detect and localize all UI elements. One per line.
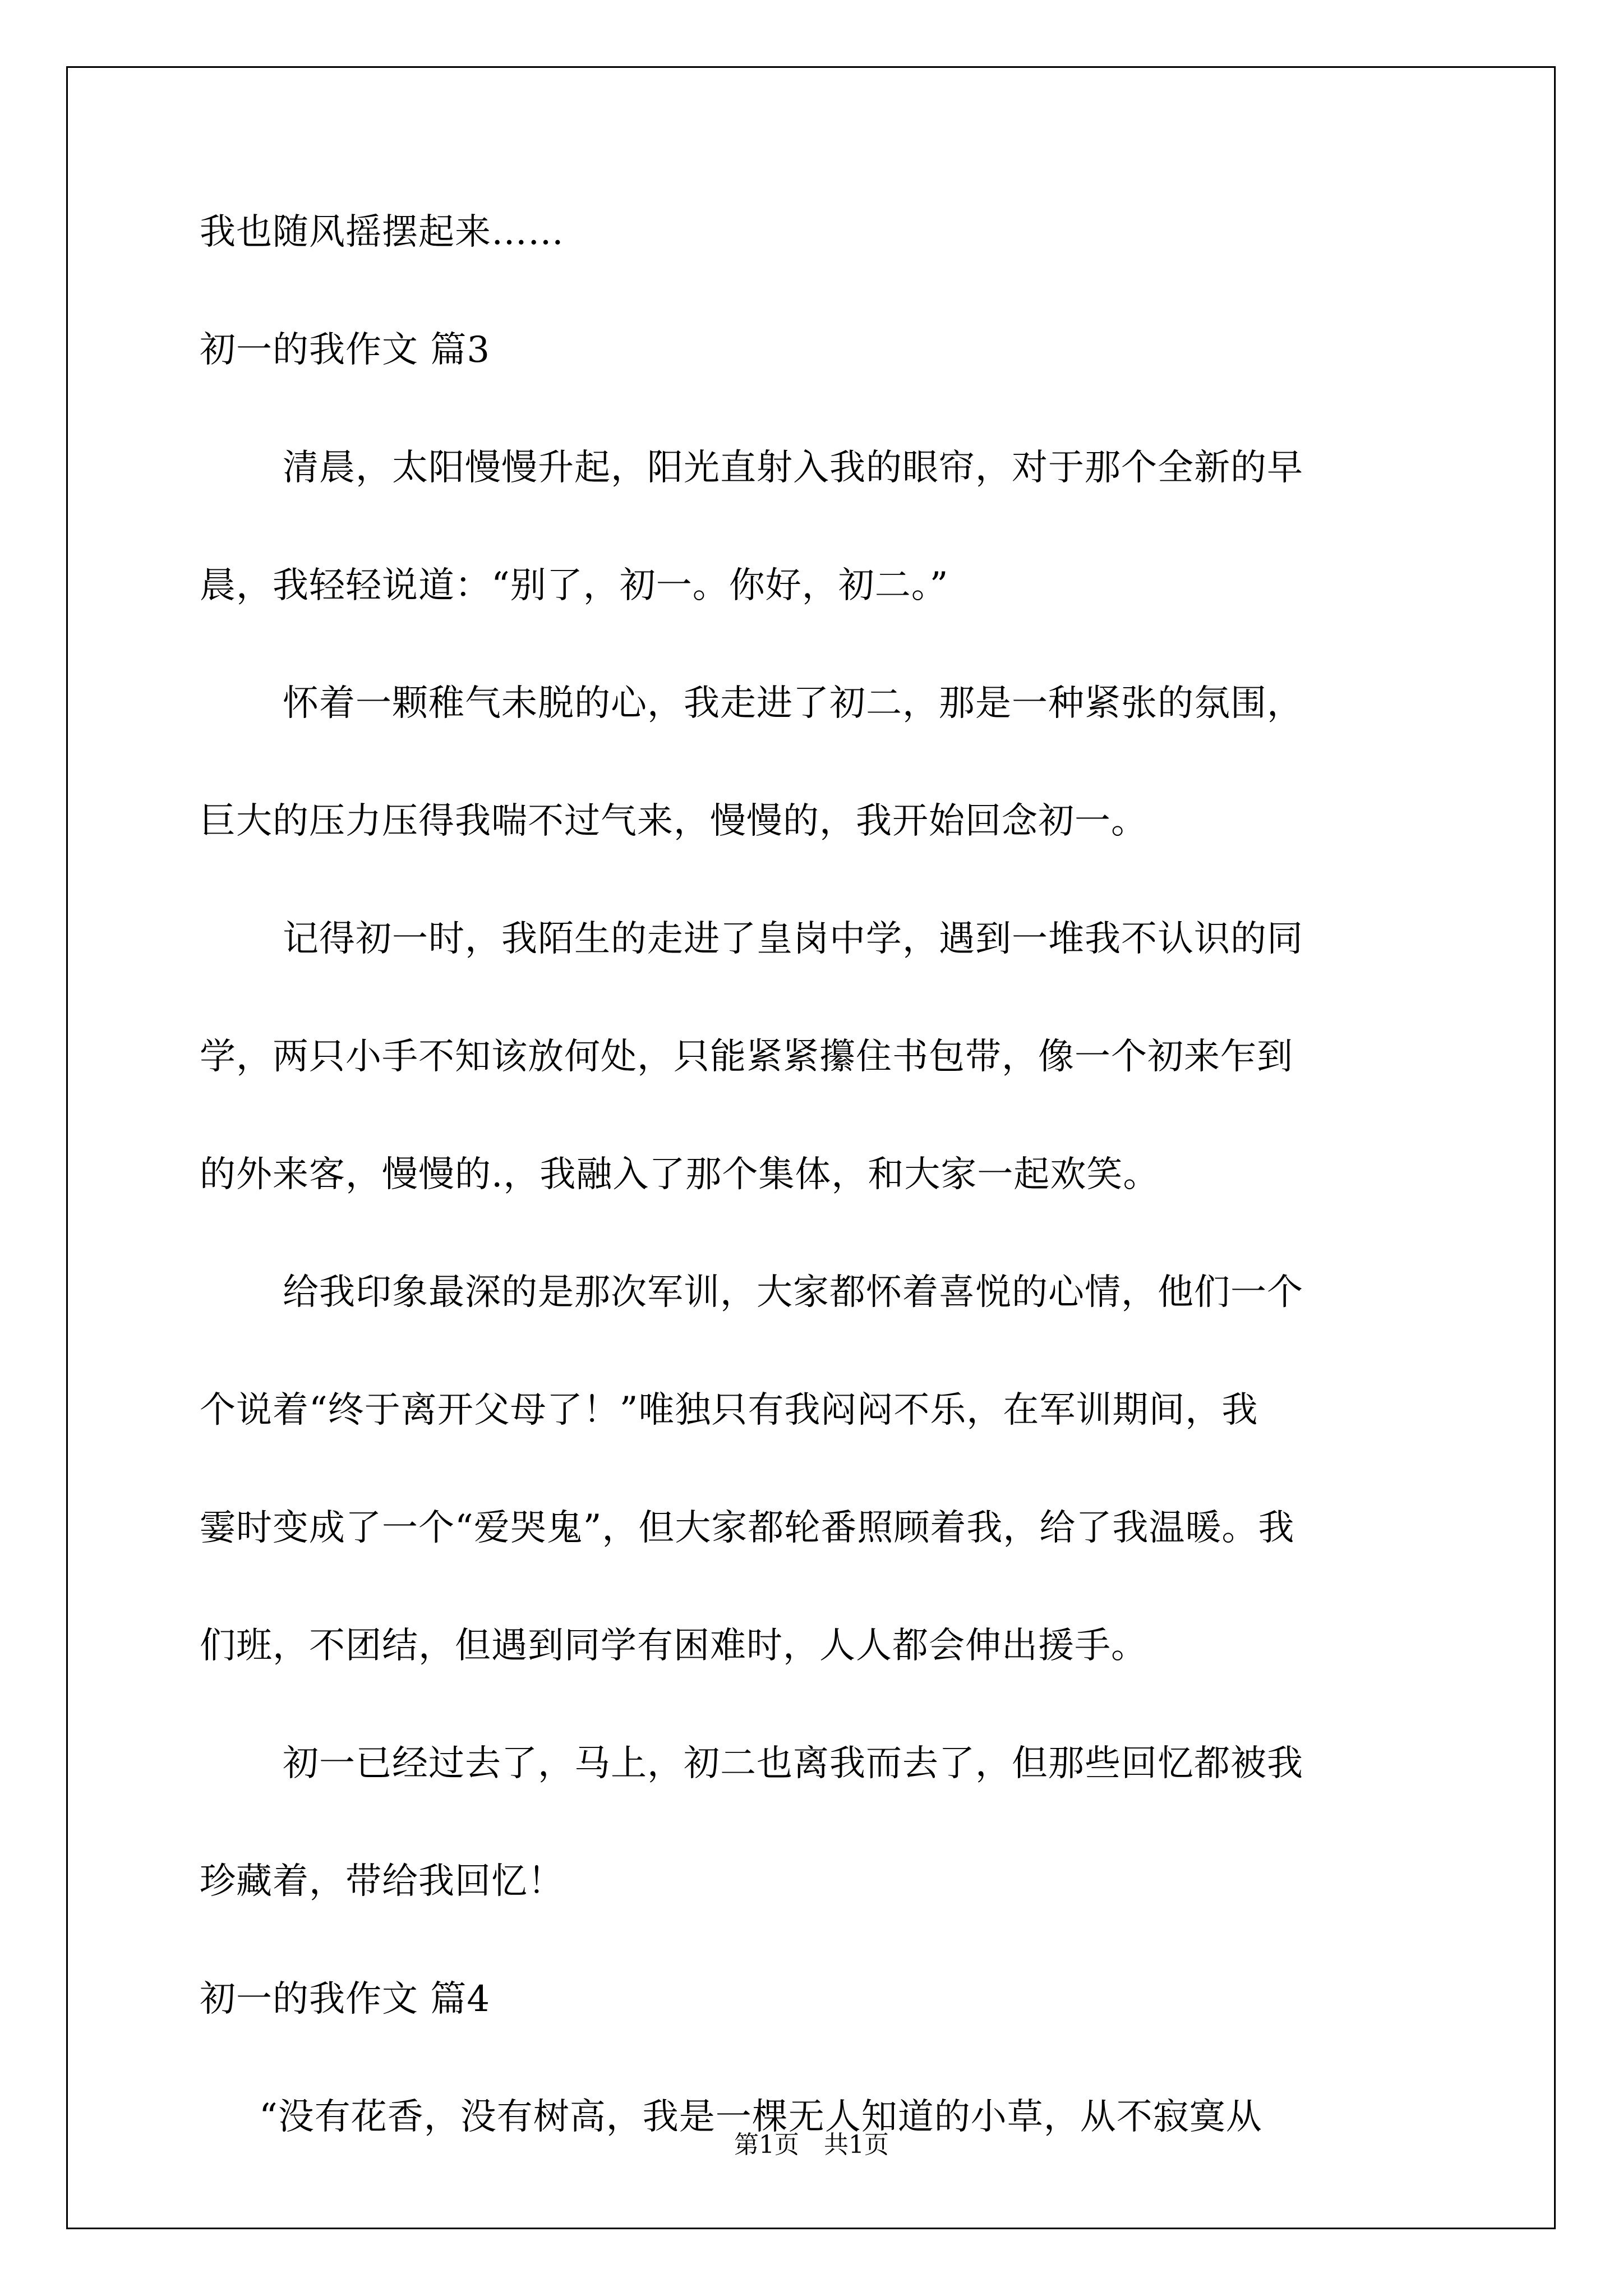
section-heading: 初一的我作文 篇4 [200, 1978, 491, 2020]
document-body [200, 211, 1433, 2138]
text-line: 清晨，太阳慢慢升起，阳光直射入我的眼帘，对于那个全新的早 [283, 447, 1303, 489]
text-line: 记得初一时，我陌生的走进了皇岗中学，遇到一堆我不认识的同 [283, 918, 1303, 960]
page-number-label: 第1页 共1页 [734, 2131, 889, 2159]
text-line: 巨大的压力压得我喘不过气来，慢慢的，我开始回念初一。 [200, 800, 1147, 842]
page-footer [0, 2133, 1623, 2157]
text-line: 霎时变成了一个“爱哭鬼”，但大家都轮番照顾着我，给了我温暖。我 [200, 1507, 1295, 1549]
text-line: “没有花香，没有树高，我是一棵无人知道的小草，从不寂寞从 [259, 2096, 1262, 2138]
text-line: 晨，我轻轻说道：“别了，初一。你好，初二。” [200, 565, 949, 606]
text-line: 我也随风摇摆起来…… [200, 211, 564, 253]
text-line: 给我印象最深的是那次军训，大家都怀着喜悦的心情，他们一个 [283, 1272, 1303, 1313]
text-line: 们班，不团结，但遇到同学有困难时，人人都会伸出援手。 [200, 1625, 1147, 1667]
text-line: 初一已经过去了，马上，初二也离我而去了，但那些回忆都被我 [283, 1743, 1303, 1784]
text-line: 珍藏着，带给我回忆！ [200, 1861, 564, 1902]
section-heading: 初一的我作文 篇3 [200, 329, 491, 371]
text-line: 怀着一颗稚气未脱的心，我走进了初二，那是一种紧张的氛围， [283, 683, 1303, 724]
text-line: 学，两只小手不知该放何处，只能紧紧攥住书包带，像一个初来乍到 [200, 1036, 1293, 1078]
text-line: 个说着“终于离开父母了！”唯独只有我闷闷不乐，在军训期间，我 [200, 1389, 1258, 1431]
text-line: 的外来客，慢慢的.，我融入了那个集体，和大家一起欢笑。 [200, 1154, 1160, 1195]
